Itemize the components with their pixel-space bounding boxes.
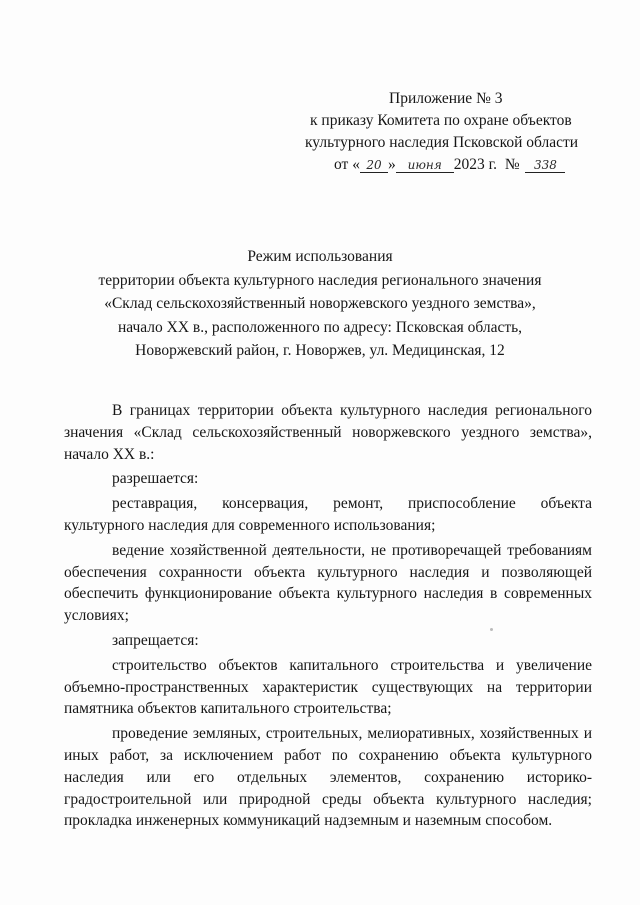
title-line-3: «Склад сельскохозяйственный новоржевского уездного земства», bbox=[104, 295, 536, 312]
appendix-header bbox=[300, 88, 600, 176]
allowed-item-1: реставрация, консервация, ремонт, приспособление объекта культурного наследия для современного использования; bbox=[64, 495, 592, 534]
document-body bbox=[64, 400, 592, 832]
appendix-number: Приложение № 3 bbox=[389, 90, 503, 107]
intro-paragraph: В границах территории объекта культурного наследия регионального значения «Склад сельскохозяйственный новоржевского уездного земства», начало XX в.: bbox=[64, 402, 592, 463]
document-title bbox=[70, 245, 570, 363]
allowed-item-2: ведение хозяйственной деятельности, не противоречащей требованиям обеспечения сохранности объекта культурного наследия и позволяющей обеспечить функционирование объекта культурного наследия в современных условиях; bbox=[64, 541, 592, 625]
appendix-order-ref: к приказу Комитета по охране объектов bbox=[310, 112, 572, 129]
date-year: 2023 г. bbox=[453, 156, 498, 173]
title-line-5: Новоржевский район, г. Новоржев, ул. Медицинская, 12 bbox=[135, 342, 505, 359]
scan-speck bbox=[490, 628, 493, 631]
forbidden-item-1: строительство объектов капитального строительства и увеличение объемно-пространственных характеристик существующих на территории памятника объектов капитального строительства; bbox=[64, 656, 592, 718]
appendix-committee: культурного наследия Псковской области bbox=[305, 134, 579, 151]
handwritten-order-number: 338 bbox=[525, 158, 565, 173]
date-mid: » bbox=[387, 156, 396, 173]
allowed-heading: разрешается: bbox=[112, 470, 199, 488]
date-prefix: от « bbox=[334, 156, 360, 173]
handwritten-day: 20 bbox=[360, 158, 388, 173]
handwritten-month: июня bbox=[396, 158, 454, 173]
title-line-2: территории объекта культурного наследия регионального значения bbox=[98, 271, 542, 289]
appendix-date-line bbox=[300, 154, 600, 176]
title-line-1: Режим использования bbox=[247, 248, 393, 265]
forbidden-item-2: проведение земляных, строительных, мелиоративных, хозяйственных и иных работ, за исключением работ по сохранению объекта культурного наследия или его отдельных элементов, сохранению историко-градостроительной или природной среды объекта культурного наследия; прокладка инженерных коммуникаций надземным и наземным способом. bbox=[64, 725, 592, 830]
forbidden-heading: запрещается: bbox=[112, 631, 199, 649]
title-line-4: начало XX в., расположенного по адресу: Псковская область, bbox=[117, 318, 523, 336]
number-sign: № bbox=[504, 156, 520, 173]
